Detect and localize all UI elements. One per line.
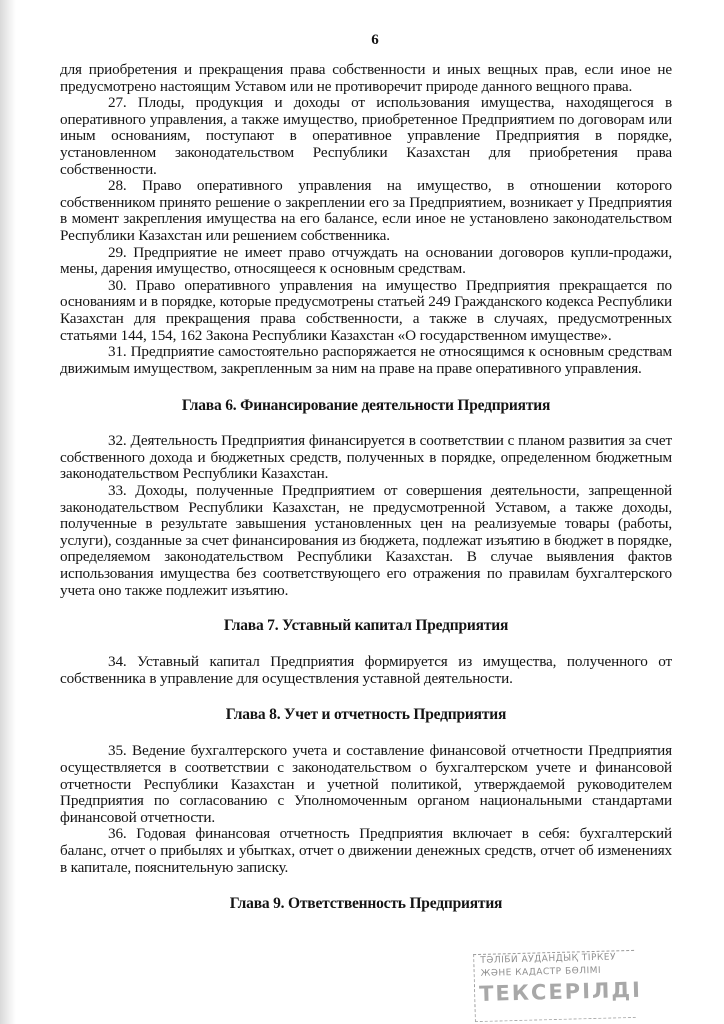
- verification-stamp: [473, 950, 643, 1022]
- paragraph-29: 29. Предприятие не имеет право отчуждать на основании договоров купли-продажи, мены, дарения имущество, относящееся к основным средствам.: [60, 243, 672, 278]
- document-page: [60, 32, 672, 913]
- paragraph-33: 33. Доходы, полученные Предприятием от совершения деятельности, запрещенной законодательством Республики Казахстан, не предусмотренной Уставом, а также доходы, полученные в результате завышения установленных цен на реализуемые товары (работы, услуги), созданные за счет финансирования из бюджета, подлежат изъятию в бюджет в порядке, определяемом законодательством Республики Казахстан. В случае выявления фактов использования имущества без соответствующего его отражения по правилам бухгалтерского учета оно также подлежит изъятию.: [60, 482, 672, 599]
- chapter-7-heading: Глава 7. Уставный капитал Предприятия: [223, 617, 509, 635]
- chapter-8-heading: Глава 8. Учет и отчетность Предприятия: [225, 706, 507, 724]
- chapter-6-heading: Глава 6. Финансирование деятельности Предприятия: [181, 397, 551, 415]
- paragraph-32: 32. Деятельность Предприятия финансируется в соответствии с планом развития за счет собственного дохода и бюджетных средств, полученных в порядке, определенном бюджетным законодательством Республики Казахстан.: [60, 432, 672, 483]
- paragraph-36: 36. Годовая финансовая отчетность Предприятия включает в себя: бухгалтерский баланс, отчет о прибылях и убытках, отчет о движении денежных средств, отчет об изменениях в капитале, пояснительную записку.: [60, 825, 672, 876]
- stamp-line-2: ЖӘНЕ КАДАСТР БӨЛІМІ: [480, 965, 602, 979]
- paragraph-27: 27. Плоды, продукция и доходы от использования имущества, находящегося в оперативного управления, а также имущество, приобретенное Предприятием по договорам или иным основаниям, поступают в оперативное управление Предприятия в порядке, установленном законодательством Республики Казахстан для приобретения права собственности.: [60, 94, 672, 178]
- chapter-9-heading: Глава 9. Ответственность Предприятия: [229, 895, 503, 913]
- paragraph-30: 30. Право оперативного управления на имущество Предприятия прекращается по основаниям и в порядке, которые предусмотрены статьей 249 Гражданского кодекса Республики Казахстан для прекращения права собственности, а также в случаях, предусмотренных статьями 144, 154, 162 Закона Республики Казахстан «О государственном имуществе».: [60, 276, 672, 344]
- paragraph-35: 35. Ведение бухгалтерского учета и составление финансовой отчетности Предприятия осуществляется в соответствии с законодательством о бухгалтерском учете и финансовой отчетности Республики Казахстан и учетной политикой, утверждаемой руководителем Предприятия по согласованию с Уполномоченным органом национальными стандартами финансовой отчетности.: [60, 742, 672, 826]
- stamp-line-3: ТЕКСЕРІЛДІ: [478, 977, 643, 1006]
- paragraph-34: 34. Уставный капитал Предприятия формируется из имущества, полученного от собственника в управление для осуществления уставной деятельности.: [60, 653, 672, 687]
- paragraph-continuation: для приобретения и прекращения права собственности и иных вещных прав, если иное не предусмотрено настоящим Уставом или не противоречит природе данного вещного права.: [60, 61, 672, 95]
- paragraph-28: 28. Право оперативного управления на имущество, в отношении которого собственником принято решение о закреплении его за Предприятием, возникает у Предприятия в момент закрепления имущества на его балансе, если иное не установлено законодательством Республики Казахстан или решением собственника.: [60, 177, 672, 244]
- page-number: 6: [371, 32, 379, 48]
- stamp-line-1: ТӘЛІБИ АУДАНДЫҚ ТІРКЕУ: [480, 952, 617, 966]
- paragraph-31: 31. Предприятие самостоятельно распоряжается не относящимся к основным средствам движимым имуществом, закрепленным за ним на праве на праве оперативного управления.: [60, 343, 672, 377]
- scan-edge-shadow: [0, 0, 16, 1024]
